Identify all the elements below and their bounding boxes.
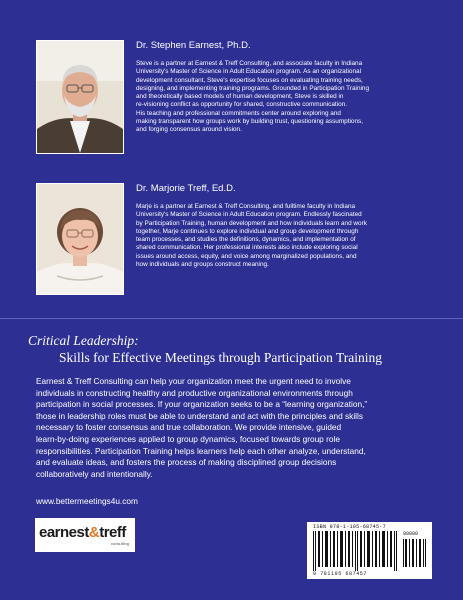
author1-photo bbox=[36, 40, 124, 154]
bio-line: issues around access, equity, and voice among marginalized populations, and bbox=[136, 252, 357, 260]
section-divider bbox=[0, 318, 463, 319]
author2-photo bbox=[36, 183, 124, 295]
author1-name: Dr. Stephen Earnest, Ph.D. bbox=[136, 40, 251, 51]
bio-line: development consultant, Steve's expertise focuses on evaluating training needs, bbox=[136, 76, 363, 84]
bio-line: together, Marje continues to explore individual and group development through bbox=[136, 227, 359, 235]
bio-line: Steve is a partner at Earnest & Treff Consulting, and associate faculty in Indiana bbox=[136, 60, 363, 67]
bio-line: University's Master of Science in Adult Education program. As an organizational bbox=[136, 68, 362, 76]
bio-line: how individuals and groups construct meaning. bbox=[136, 261, 269, 269]
bio-line: by Participation Training, human development and how individuals learn and work bbox=[136, 219, 367, 227]
isbn-barcode bbox=[307, 522, 432, 579]
logo-word-treff: treff bbox=[99, 524, 126, 541]
description-line: responsibilities. Participation Training helps learners help each other analyze, understand, bbox=[36, 445, 366, 456]
logo-ampersand: & bbox=[88, 524, 100, 541]
description-line: those in leadership roles must be able to understand and act with the principles and skills bbox=[36, 410, 363, 421]
barcode-bars bbox=[313, 531, 399, 571]
book-description bbox=[36, 376, 436, 480]
bio-line: University's Master of Science in Adult Education program. Endlessly fascinated bbox=[136, 211, 362, 219]
description-line: Earnest & Treff Consulting can help your organization meet the urgent need to involve bbox=[36, 376, 351, 386]
bio-line: team processes, and studies the definitions, dynamics, and implementation of bbox=[136, 236, 356, 244]
isbn-text: ISBN 978-1-105-68745-7 bbox=[313, 524, 386, 530]
bio-line: His teaching and professional commitments center around exploring and bbox=[136, 109, 341, 117]
description-line: participation in social processes. If your organization seeks to be a “learning organization,” bbox=[36, 399, 368, 410]
book-subtitle: Skills for Effective Meetings through Participation Training bbox=[59, 350, 382, 365]
bio-line: shared communication. Her professional interests also include exploring social bbox=[136, 244, 358, 252]
website-url: www.bettermeetings4u.com bbox=[36, 496, 138, 506]
addon-barcode-bars bbox=[403, 539, 427, 567]
bio-line: and theoretically based models of human development, Steve is skilled in bbox=[136, 93, 344, 101]
barcode-number: 9 781105 687457 bbox=[313, 571, 368, 577]
author2-bio bbox=[136, 203, 436, 269]
description-line: and evaluate ideas, and fosters the process of making disciplined group decisions bbox=[36, 457, 337, 468]
bio-line: Marje is a partner at Earnest & Treff Consulting, and fulltime faculty in Indiana bbox=[136, 203, 356, 210]
description-line: learn-by-doing experiences applied to group dynamics, focused towards group role bbox=[36, 433, 340, 444]
book-title: Critical Leadership: bbox=[28, 333, 139, 348]
author1-bio bbox=[136, 60, 436, 135]
logo-wordmark bbox=[39, 524, 126, 541]
logo-word-earnest: earnest bbox=[39, 524, 89, 541]
bio-line: re-visioning conflict as opportunity for shared, constructive communication. bbox=[136, 101, 347, 109]
bio-line: designing, and implementing training programs. Grounded in Participation Training bbox=[136, 84, 370, 92]
bio-line: and forging consensus around vision. bbox=[136, 126, 242, 134]
publisher-logo bbox=[35, 518, 135, 552]
description-line: collaboratively and intentionally. bbox=[36, 468, 153, 479]
bio-line: making transparent how groups work by building trust, questioning assumptions, bbox=[136, 118, 363, 126]
description-line: individuals in constructing healthy and productive organizational environments through bbox=[36, 387, 353, 398]
logo-subtitle: consulting bbox=[110, 541, 129, 546]
author2-name: Dr. Marjorie Treff, Ed.D. bbox=[136, 183, 236, 194]
description-line: necessary to foster consensus and true collaboration. We provide intensive, guided bbox=[36, 422, 342, 433]
price-code: 90000 bbox=[403, 531, 419, 537]
